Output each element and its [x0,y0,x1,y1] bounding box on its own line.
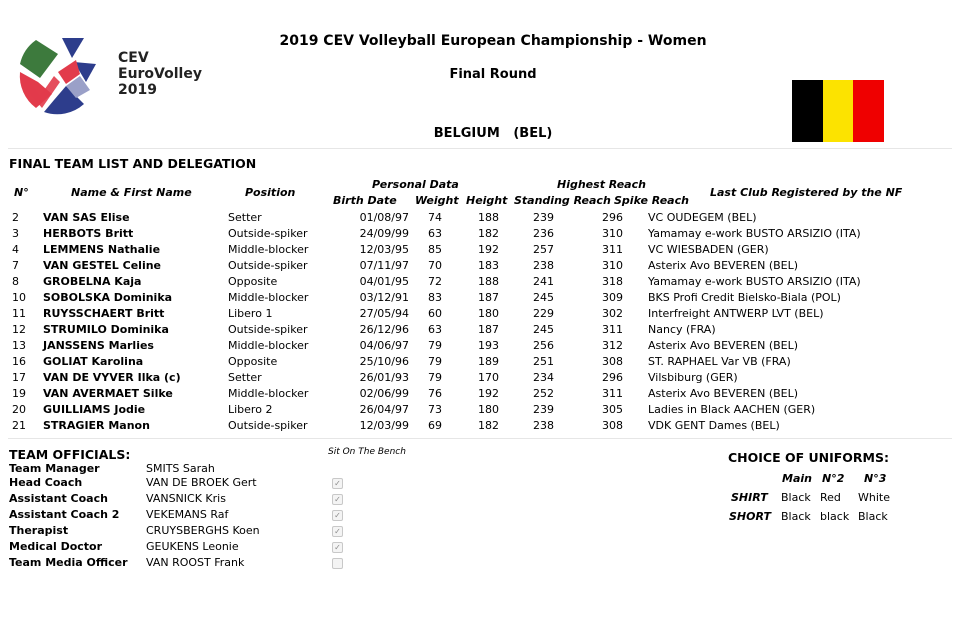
uniform-header-n3: N°3 [864,472,887,485]
player-weight: 83 [428,290,442,304]
official-name: VANSNICK Kris [146,492,226,505]
table-row [8,225,861,241]
uniform-short-n3: Black [858,510,888,523]
officials-title: TEAM OFFICIALS: [9,447,131,462]
col-header-last-club: Last Club Registered by the NF [710,186,903,199]
player-number: 16 [12,354,26,368]
player-number: 8 [12,274,19,288]
player-spike-reach: 311 [602,322,623,336]
player-position: Opposite [228,274,278,288]
player-standing-reach: 245 [533,290,554,304]
player-number: 13 [12,338,26,352]
table-row [8,321,861,337]
player-height: 192 [478,242,499,256]
player-weight: 60 [428,306,442,320]
player-name: JANSSENS Marlies [43,338,154,352]
table-row [8,305,861,321]
player-last-club: ST. RAPHAEL Var VB (FRA) [648,354,791,368]
player-name: VAN DE VYVER Ilka (c) [43,370,181,384]
player-standing-reach: 257 [533,242,554,256]
sit-on-bench-checkbox[interactable]: ✓ [332,542,343,553]
table-row [8,257,861,273]
player-height: 180 [478,402,499,416]
player-standing-reach: 234 [533,370,554,384]
player-number: 12 [12,322,26,336]
player-position: Middle-blocker [228,338,309,352]
belgium-flag [792,80,884,142]
player-name: HERBOTS Britt [43,226,134,240]
player-number: 11 [12,306,26,320]
player-birth-date: 12/03/99 [359,418,409,432]
player-last-club: Nancy (FRA) [648,322,716,336]
col-header-name: Name & First Name [71,186,192,199]
player-height: 192 [478,386,499,400]
sit-on-bench-label: Sit On The Bench [328,447,406,457]
player-spike-reach: 296 [602,210,623,224]
player-birth-date: 26/01/93 [359,370,409,384]
player-spike-reach: 296 [602,370,623,384]
col-header-weight: Weight [415,194,459,207]
player-name: RUYSSCHAERT Britt [43,306,165,320]
flag-stripe-yellow [823,80,854,142]
uniforms-title: CHOICE OF UNIFORMS: [728,450,889,465]
player-position: Setter [228,210,262,224]
col-header-no: N° [14,186,29,199]
logo-line: EuroVolley [118,66,202,82]
player-birth-date: 12/03/95 [359,242,409,256]
player-last-club: Yamamay e-work BUSTO ARSIZIO (ITA) [648,226,861,240]
player-height: 193 [478,338,499,352]
player-position: Middle-blocker [228,242,309,256]
player-standing-reach: 239 [533,210,554,224]
players-table [8,209,861,433]
player-birth-date: 04/06/97 [359,338,409,352]
uniform-header-main: Main [782,472,812,485]
player-weight: 72 [428,274,442,288]
official-name: VEKEMANS Raf [146,508,229,521]
player-last-club: VC OUDEGEM (BEL) [648,210,757,224]
sit-on-bench-checkbox[interactable]: ✓ [332,510,343,521]
player-number: 19 [12,386,26,400]
player-number: 2 [12,210,19,224]
player-name: LEMMENS Nathalie [43,242,161,256]
player-weight: 85 [428,242,442,256]
player-standing-reach: 238 [533,418,554,432]
player-number: 3 [12,226,19,240]
player-name: VAN SAS Elise [43,210,130,224]
player-last-club: BKS Profi Credit Bielsko-Biala (POL) [648,290,841,304]
player-weight: 63 [428,322,442,336]
sit-on-bench-checkbox[interactable] [332,558,343,569]
player-position: Outside-spiker [228,322,308,336]
page-title: 2019 CEV Volleyball European Championship - Women [279,33,707,49]
player-spike-reach: 311 [602,386,623,400]
player-height: 188 [478,210,499,224]
flag-stripe-red [853,80,884,142]
player-position: Libero 1 [228,306,273,320]
uniform-shirt-n3: White [858,491,890,504]
player-name: STRUMILO Dominika [43,322,169,336]
player-weight: 73 [428,402,442,416]
player-number: 10 [12,290,26,304]
player-birth-date: 24/09/99 [359,226,409,240]
player-position: Outside-spiker [228,418,308,432]
col-header-birth-date: Birth Date [333,194,397,207]
player-position: Middle-blocker [228,386,309,400]
country-title: BELGIUM (BEL) [433,126,553,141]
player-number: 21 [12,418,26,432]
player-height: 189 [478,354,499,368]
player-weight: 79 [428,354,442,368]
table-row [8,289,861,305]
player-birth-date: 02/06/99 [359,386,409,400]
official-role: Therapist [9,524,69,537]
player-standing-reach: 256 [533,338,554,352]
section-title: FINAL TEAM LIST AND DELEGATION [9,156,257,171]
player-standing-reach: 252 [533,386,554,400]
player-spike-reach: 310 [602,226,623,240]
player-standing-reach: 238 [533,258,554,272]
official-name: VAN DE BROEK Gert [146,476,257,489]
player-last-club: Vilsbiburg (GER) [648,370,738,384]
table-row [8,241,861,257]
official-role: Assistant Coach 2 [9,508,120,521]
player-spike-reach: 308 [602,418,623,432]
player-height: 170 [478,370,499,384]
player-position: Outside-spiker [228,258,308,272]
player-weight: 79 [428,370,442,384]
player-weight: 76 [428,386,442,400]
player-position: Opposite [228,354,278,368]
player-spike-reach: 311 [602,242,623,256]
uniform-label-shirt: SHIRT [731,491,768,504]
player-position: Libero 2 [228,402,273,416]
player-position: Setter [228,370,262,384]
player-last-club: Interfreight ANTWERP LVT (BEL) [648,306,824,320]
table-row [8,369,861,385]
player-birth-date: 27/05/94 [359,306,409,320]
uniform-short-main: Black [781,510,811,523]
player-spike-reach: 302 [602,306,623,320]
official-name: SMITS Sarah [146,462,215,475]
table-row [8,273,861,289]
player-height: 182 [478,418,499,432]
player-last-club: Asterix Avo BEVEREN (BEL) [648,386,799,400]
player-birth-date: 25/10/96 [359,354,409,368]
player-birth-date: 03/12/91 [359,290,409,304]
player-weight: 69 [428,418,442,432]
player-number: 17 [12,370,26,384]
sit-on-bench-checkbox[interactable]: ✓ [332,526,343,537]
player-last-club: VC WIESBADEN (GER) [648,242,769,256]
sit-on-bench-checkbox[interactable]: ✓ [332,494,343,505]
player-standing-reach: 251 [533,354,554,368]
official-role: Team Media Officer [9,556,128,569]
players-table-body [8,209,861,433]
player-spike-reach: 308 [602,354,623,368]
player-birth-date: 07/11/97 [359,258,409,272]
player-birth-date: 01/08/97 [359,210,409,224]
player-last-club: Asterix Avo BEVEREN (BEL) [648,338,799,352]
uniform-shirt-n2: Red [820,491,841,504]
official-role: Head Coach [9,476,83,489]
uniform-shirt-main: Black [781,491,811,504]
flag-stripe-black [792,80,823,142]
col-header-height: Height [466,194,508,207]
player-spike-reach: 309 [602,290,623,304]
player-name: VAN AVERMAET Silke [43,386,173,400]
player-standing-reach: 239 [533,402,554,416]
col-header-standing-reach: Standing Reach [514,194,611,207]
uniform-label-short: SHORT [729,510,771,523]
player-last-club: Asterix Avo BEVEREN (BEL) [648,258,799,272]
col-header-highest-reach: Highest Reach [557,178,646,191]
table-row [8,385,861,401]
official-role: Medical Doctor [9,540,103,553]
player-standing-reach: 236 [533,226,554,240]
player-last-club: Yamamay e-work BUSTO ARSIZIO (ITA) [648,274,861,288]
player-number: 20 [12,402,26,416]
player-spike-reach: 305 [602,402,623,416]
table-row [8,209,861,225]
player-name: GOLIAT Karolina [43,354,144,368]
official-role: Team Manager [9,462,100,475]
player-name: STRAGIER Manon [43,418,150,432]
player-last-club: VDK GENT Dames (BEL) [648,418,780,432]
player-standing-reach: 241 [533,274,554,288]
uniform-short-n2: black [820,510,850,523]
player-name: GUILLIAMS Jodie [43,402,146,416]
table-row [8,353,861,369]
uniform-header-n2: N°2 [822,472,845,485]
table-row [8,337,861,353]
player-standing-reach: 245 [533,322,554,336]
player-weight: 70 [428,258,442,272]
player-number: 4 [12,242,19,256]
table-row [8,417,861,433]
player-spike-reach: 310 [602,258,623,272]
official-name: VAN ROOST Frank [146,556,245,569]
player-standing-reach: 229 [533,306,554,320]
player-position: Outside-spiker [228,226,308,240]
player-height: 187 [478,290,499,304]
player-name: VAN GESTEL Celine [43,258,162,272]
player-position: Middle-blocker [228,290,309,304]
logo-line: CEV [118,50,149,66]
page-subtitle: Final Round [449,67,537,82]
divider [8,438,952,439]
table-row [8,401,861,417]
player-height: 188 [478,274,499,288]
col-header-spike-reach: Spike Reach [614,194,689,207]
player-weight: 74 [428,210,442,224]
official-role: Assistant Coach [9,492,108,505]
player-spike-reach: 318 [602,274,623,288]
col-header-personal-data: Personal Data [372,178,459,191]
logo-line: 2019 [118,82,157,98]
player-height: 182 [478,226,499,240]
divider [8,148,952,149]
player-height: 180 [478,306,499,320]
player-last-club: Ladies in Black AACHEN (GER) [648,402,816,416]
official-name: GEUKENS Leonie [146,540,239,553]
sit-on-bench-checkbox[interactable]: ✓ [332,478,343,489]
player-number: 7 [12,258,19,272]
player-weight: 63 [428,226,442,240]
player-height: 187 [478,322,499,336]
player-height: 183 [478,258,499,272]
player-name: SOBOLSKA Dominika [43,290,173,304]
player-name: GROBELNA Kaja [43,274,142,288]
player-birth-date: 04/01/95 [359,274,409,288]
player-birth-date: 26/04/97 [359,402,409,416]
player-spike-reach: 312 [602,338,623,352]
col-header-position: Position [245,186,296,199]
official-name: CRUYSBERGHS Koen [146,524,260,537]
player-birth-date: 26/12/96 [359,322,409,336]
player-weight: 79 [428,338,442,352]
